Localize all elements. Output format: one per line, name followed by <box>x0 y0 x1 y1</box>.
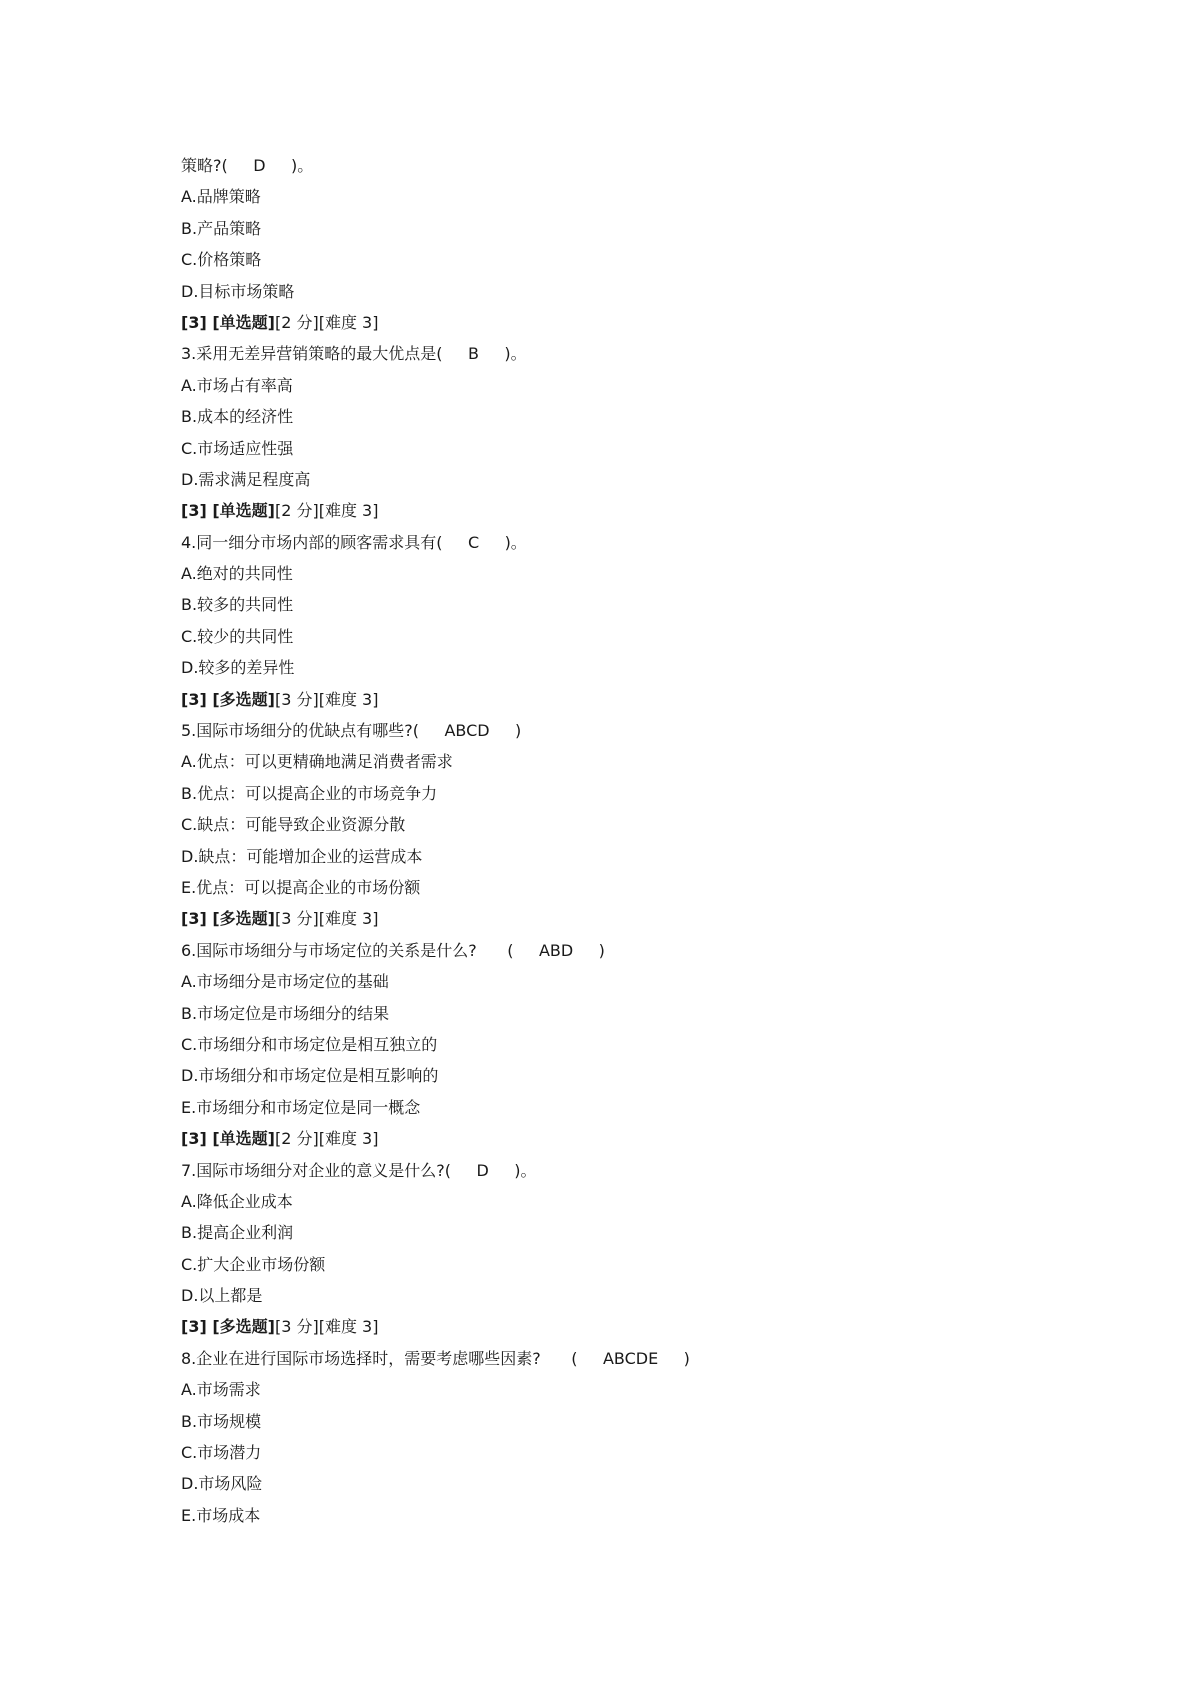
question-stem <box>181 1155 1081 1186</box>
answer-option: B.较多的共同性 <box>181 595 294 615</box>
question-text: 策略?( <box>181 156 228 175</box>
answer-option: A.市场需求 <box>181 1380 261 1400</box>
question-stem <box>181 715 1081 746</box>
answer-option: D.以上都是 <box>181 1286 263 1306</box>
question-type-label: [3] [单选题] <box>181 1129 275 1149</box>
question-close: )。 <box>504 532 527 552</box>
question-close: ) <box>683 1348 690 1368</box>
answer-gap <box>658 1349 683 1368</box>
answer-option: E.市场细分和市场定位是同一概念 <box>181 1097 421 1117</box>
question-type-label: [3] [单选题] <box>181 501 275 521</box>
question-meta <box>181 1311 1081 1342</box>
answer-gap <box>419 721 444 740</box>
score-difficulty: [3 分][难度 3] <box>274 689 379 709</box>
score-difficulty: [2 分][难度 3] <box>274 501 379 521</box>
answer-key: C <box>467 532 480 552</box>
answer-option: B.市场规模 <box>181 1411 262 1431</box>
score-difficulty: [3 分][难度 3] <box>274 909 379 929</box>
question-type-label: [3] [多选题] <box>181 689 275 709</box>
answer-gap <box>514 941 539 960</box>
question-text: 5.国际市场细分的优缺点有哪些?( <box>181 721 420 741</box>
answer-key: D <box>253 156 266 175</box>
answer-option: A.优点：可以更精确地满足消费者需求 <box>181 752 453 772</box>
question-text: 6.国际市场细分与市场定位的关系是什么? ( <box>181 940 514 960</box>
answer-option: A.品牌策略 <box>181 187 261 207</box>
question-stem <box>181 935 1081 966</box>
answer-option: A.市场细分是市场定位的基础 <box>181 972 389 992</box>
question-text: 4.同一细分市场内部的顾客需求具有( <box>181 532 443 552</box>
score-difficulty: [3 分][难度 3] <box>274 1317 379 1337</box>
answer-key: ABD <box>538 940 574 960</box>
answer-option: B.产品策略 <box>181 218 262 238</box>
answer-option: C.缺点：可能导致企业资源分散 <box>181 815 406 835</box>
answer-option: A.降低企业成本 <box>181 1191 293 1211</box>
answer-option: B.市场定位是市场细分的结果 <box>181 1003 390 1023</box>
question-type-label: [3] [多选题] <box>181 909 275 929</box>
answer-gap <box>490 721 515 740</box>
question-stem <box>181 1343 1081 1374</box>
answer-option: E.市场成本 <box>181 1505 261 1525</box>
answer-option: C.扩大企业市场份额 <box>181 1254 326 1274</box>
answer-key: D <box>476 1160 489 1180</box>
question-close: ) <box>598 940 605 960</box>
answer-gap <box>443 533 468 552</box>
question-type-label: [3] [单选题] <box>181 312 275 332</box>
answer-option: D.需求满足程度高 <box>181 469 311 489</box>
answer-option: B.优点：可以提高企业的市场竞争力 <box>181 783 438 803</box>
score-difficulty: [2 分][难度 3] <box>274 312 379 332</box>
question-close: ) <box>515 721 522 741</box>
question-text: 8.企业在进行国际市场选择时，需要考虑哪些因素? ( <box>181 1348 578 1368</box>
answer-option: E.优点：可以提高企业的市场份额 <box>181 877 421 897</box>
question-type-label: [3] [多选题] <box>181 1317 275 1337</box>
answer-gap <box>443 344 468 363</box>
question-meta <box>181 684 1081 715</box>
question-text: 7.国际市场细分对企业的意义是什么?( <box>181 1160 452 1180</box>
answer-option: A.绝对的共同性 <box>181 564 293 584</box>
answer-option: C.较少的共同性 <box>181 626 294 646</box>
answer-option: B.成本的经济性 <box>181 407 294 427</box>
question-stem <box>181 527 1081 558</box>
answer-gap <box>451 1161 476 1180</box>
answer-key: B <box>467 344 479 364</box>
answer-option: D.市场风险 <box>181 1474 263 1494</box>
question-meta <box>181 495 1081 526</box>
answer-option: A.市场占有率高 <box>181 375 293 395</box>
answer-gap <box>479 344 504 363</box>
question-meta <box>181 307 1081 338</box>
answer-option: D.目标市场策略 <box>181 281 295 301</box>
answer-gap <box>228 156 253 175</box>
question-text: 3.采用无差异营销策略的最大优点是( <box>181 344 443 364</box>
answer-option: D.缺点：可能增加企业的运营成本 <box>181 846 423 866</box>
answer-option: C.市场潜力 <box>181 1443 262 1463</box>
answer-option: C.价格策略 <box>181 250 262 270</box>
question-close: )。 <box>290 156 314 175</box>
answer-gap <box>489 1161 514 1180</box>
question-meta <box>181 903 1081 934</box>
question-close: )。 <box>504 344 527 364</box>
answer-gap <box>479 533 504 552</box>
answer-option: C.市场适应性强 <box>181 438 294 458</box>
answer-option: D.较多的差异性 <box>181 658 295 678</box>
answer-gap <box>578 1349 603 1368</box>
question-stem <box>181 338 1081 369</box>
answer-gap <box>266 156 291 175</box>
question-meta <box>181 1123 1081 1154</box>
answer-gap <box>573 941 598 960</box>
answer-key: ABCD <box>444 721 490 741</box>
question-stem <box>181 150 1081 181</box>
answer-key: ABCDE <box>602 1348 659 1368</box>
answer-option: B.提高企业利润 <box>181 1223 294 1243</box>
score-difficulty: [2 分][难度 3] <box>274 1129 379 1149</box>
question-list <box>181 150 1081 1531</box>
answer-option: D.市场细分和市场定位是相互影响的 <box>181 1066 439 1086</box>
answer-option: C.市场细分和市场定位是相互独立的 <box>181 1034 438 1054</box>
question-close: )。 <box>514 1160 537 1180</box>
